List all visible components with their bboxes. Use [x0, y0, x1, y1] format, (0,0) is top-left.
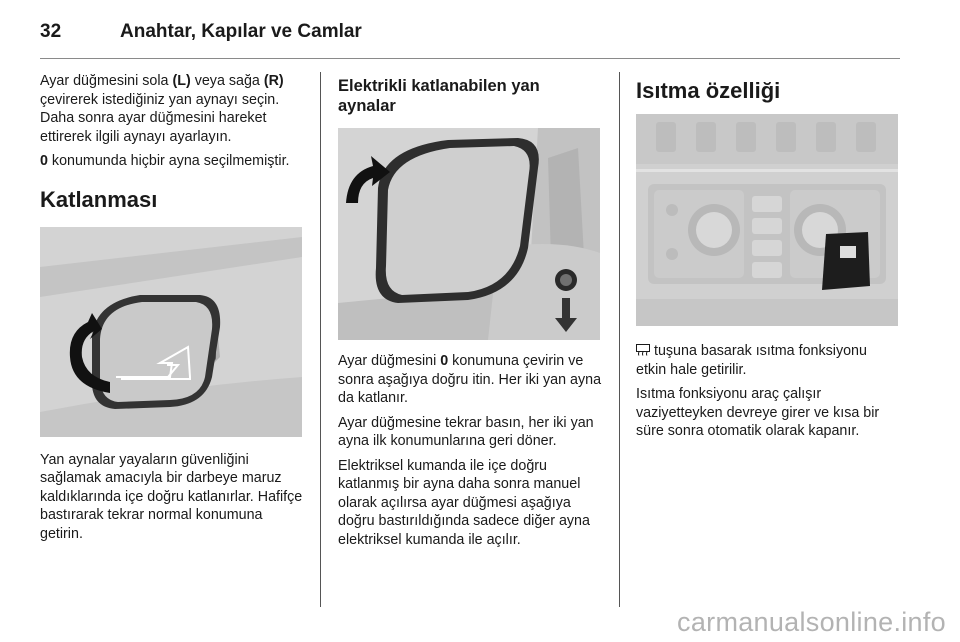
paragraph-unfold-instruction: Ayar düğmesine tekrar basın, her iki yan ayna ilk konumunlarına geri döner. [338, 414, 594, 449]
page-number: 32 [40, 21, 62, 42]
column-1 [40, 72, 304, 549]
paragraph-mirror-select: Ayar düğmesini sola (L) veya sağa (R) çevirerek istediğiniz yan aynayı seçin. Daha sonra ayar düğmesini hareket ettirerek ilgili aynayı ayarlayın. [40, 73, 284, 145]
mirror-heating-icon [636, 343, 650, 355]
column-divider-2 [619, 72, 620, 607]
header-divider [40, 58, 900, 59]
paragraph-fold-instruction: Ayar düğmesini 0 konumuna çevirin ve sonra aşağıya doğru itin. Her iki yan ayna da katlanır. [338, 353, 602, 406]
column-divider-1 [320, 72, 321, 607]
heading-folding: Katlanması [40, 186, 158, 212]
heading-electric-folding: Elektrikli katlanabilen yan aynalar [338, 77, 540, 115]
paragraph-manual-unfold: Elektriksel kumanda ile içe doğru katlanmış bir ayna daha sonra manuel olarak açılırsa ayar düğmesi aşağıya doğru bastırıldığında sadece diğer ayna elektriksel kumanda ile açılır. [338, 457, 590, 548]
paragraph-heating-button: tuşuna basarak ısıtma fonksiyonu etkin hale getirilir. [636, 343, 867, 378]
paragraph-heating-info: Isıtma fonksiyonu araç çalışır vaziyetteyken devreye girer ve kısa bir süre sonra otomatik olarak kapanır. [636, 386, 880, 439]
paragraph-folding-info: Yan aynalar yayaların güvenliğini sağlamak amacıyla bir darbeye maruz kaldıklarında içe doğru katlanırlar. Hafifçe bastırarak tekrar normal konumuna getirin. [40, 451, 303, 542]
column-3 [636, 72, 900, 447]
column-2 [338, 72, 602, 555]
mirror-fold-illustration [40, 227, 302, 437]
watermark: carmanualsonline.info [677, 607, 946, 637]
heading-heating: Isıtma özelliği [636, 78, 781, 103]
electric-mirror-illustration [338, 128, 600, 340]
chapter-title: Anahtar, Kapılar ve Camlar [120, 21, 362, 42]
page-header [40, 14, 900, 50]
paragraph-zero-position: 0 konumunda hiçbir ayna seçilmemiştir. [40, 153, 290, 169]
heating-controls-illustration [636, 114, 898, 326]
